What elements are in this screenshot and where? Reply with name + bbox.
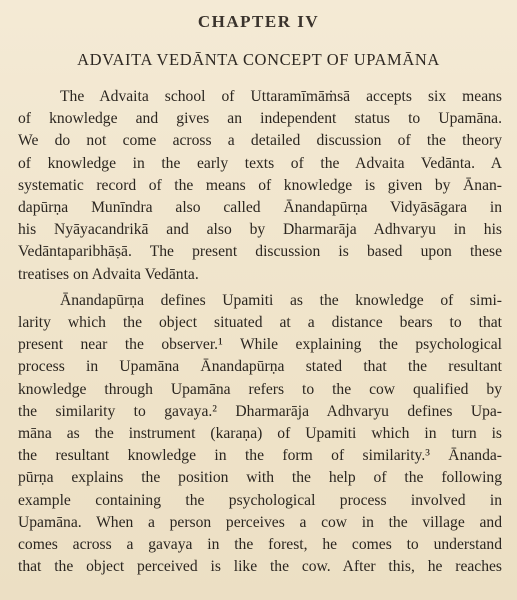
text-line: that the object perceived is like the cow. After this, he reaches [18,558,502,576]
text-line: We do not come across a detailed discussion of the theory [18,132,502,150]
chapter-title: ADVAITA VEDĀNTA CONCEPT OF UPAMĀNA [77,50,440,69]
text-line: of knowledge in the early texts of the Advaita Vedānta. A [18,154,502,172]
text-line: systematic record of the means of knowledge is given by Ānan- [18,176,502,194]
paragraph-1 [18,86,502,286]
text-line: knowledge through Upamāna refers to the cow qualified by [18,380,502,398]
text-line: example containing the psychological process involved in [18,491,502,509]
text-line: larity which the object situated at a distance bears to that [18,314,502,332]
text-line: the similarity to gavaya.² Dharmarāja Adhvaryu defines Upa- [18,402,502,420]
text-line: the resultant knowledge in the form of similarity.³ Ānanda- [18,447,502,465]
text-line: Vedāntaparibhāṣā. The present discussion is based upon these [18,243,502,261]
text-line: present near the observer.¹ While explaining the psychological [18,336,502,354]
body-text [18,86,502,578]
text-line: The Advaita school of Uttaramīmāṁsā accepts six means [60,88,502,105]
paragraph-2 [18,290,502,579]
text-line: Ānandapūrṇa defines Upamiti as the knowledge of simi- [60,291,502,309]
text-line: process in Upamāna Ānandapūrṇa stated that the resultant [18,358,502,376]
text-line: māna as the instrument (karaṇa) of Upamiti which in turn is [18,425,502,443]
text-line: Upamāna. When a person perceives a cow in the village and [18,513,502,531]
text-line: dapūrṇa Munīndra also called Ānandapūrṇa Vidyāsāgara in [18,199,502,217]
text-line: pūrṇa explains the position with the help of the following [18,469,502,487]
text-line: treatises on Advaita Vedānta. [18,265,199,283]
text-line: of knowledge and gives an independent status to Upamāna. [18,110,502,128]
chapter-heading: CHAPTER IV [197,12,320,31]
text-line: his Nyāyacandrikā and also by Dharmarāja Adhvaryu in his [18,221,502,239]
text-line: comes across a gavaya in the forest, he comes to understand [18,536,502,554]
